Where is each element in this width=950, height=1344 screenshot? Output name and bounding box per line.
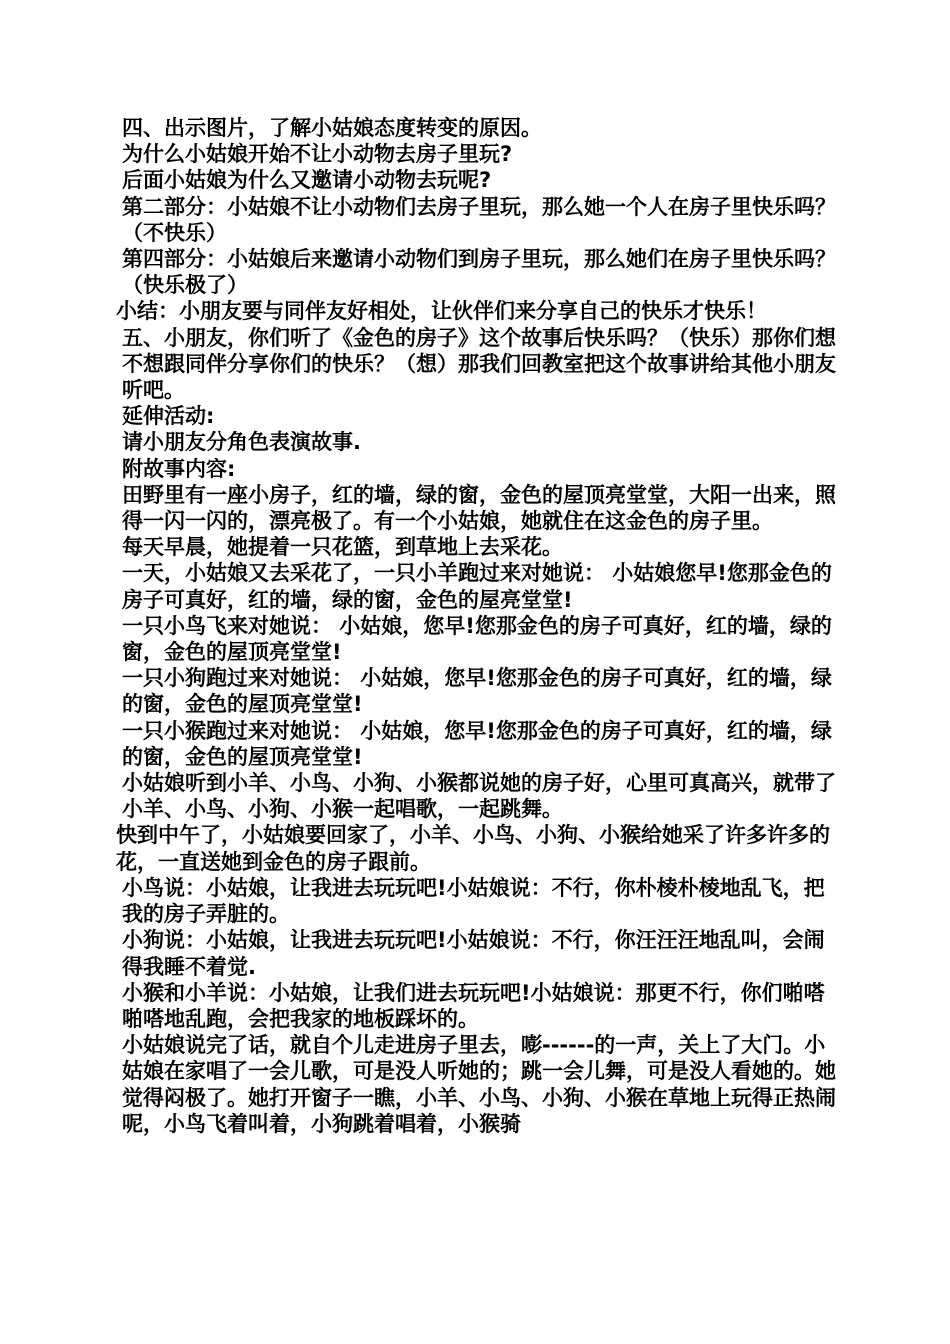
paragraph-19: 小鸟说：小姑娘，让我进去玩玩吧!小姑娘说：不行，你朴棱朴棱地乱飞，把我的房子弄脏的。 [122, 875, 825, 927]
paragraph-8: 延伸活动: [122, 404, 215, 429]
paragraph-1: 四、出示图片，了解小姑娘态度转变的原因。 [122, 116, 542, 140]
paragraph-13: 一天，小姑娘又去采花了，一只小羊跑过来对她说： 小姑娘您早!您那金色的房子可真好，红的墙，绿的窗，金色的屋亮堂堂! [122, 561, 832, 612]
paragraph-17: 小姑娘听到小羊、小鸟、小狗、小猴都说她的房子好，心里可真高兴，就带了小羊、小鸟、小狗、小猴一起唱歌，一起跳舞。 [122, 771, 836, 822]
paragraph-5: 第四部分：小姑娘后来邀请小动物们到房子里玩，那么她们在房子里快乐吗？（快乐极了） [122, 247, 836, 298]
paragraph-2: 为什么小姑娘开始不让小动物去房子里玩? [122, 142, 513, 167]
paragraph-16: 一只小猴跑过来对她说： 小姑娘，您早!您那金色的房子可真好，红的墙，绿的窗，金色的屋顶亮堂堂! [122, 718, 832, 769]
paragraph-15: 一只小狗跑过来对她说： 小姑娘，您早!您那金色的房子可真好，红的墙，绿的窗，金色的屋顶亮堂堂! [122, 666, 832, 717]
paragraph-21: 小猴和小羊说：小姑娘，让我们进去玩玩吧!小姑娘说：那更不行，你们啪嗒啪嗒地乱跑，会把我家的地板踩坏的。 [122, 980, 825, 1031]
paragraph-4: 第二部分：小姑娘不让小动物们去房子里玩，那么她一个人在房子里快乐吗？（不快乐） [122, 194, 836, 245]
paragraph-22: 小姑娘说完了话，就自个儿走进房子里去，嘭------的一声，关上了大门。小姑娘在家唱了一会儿歌，可是没人听她的；跳一会儿舞，可是没人看她的。她觉得闷极了。她打开窗子一瞧，小羊、小鸟、小狗、小猴在草地上玩得正热闹呢，小鸟飞着叫着，小狗跳着唱着，小猴骑 [122, 1033, 836, 1136]
paragraph-11: 田野里有一座小房子，红的墙，绿的窗，金色的屋顶亮堂堂，大阳一出来，照得一闪一闪的，漂亮极了。有一个小姑娘，她就住在这金色的房子里。 [122, 482, 836, 534]
document-page [116, 115, 841, 1137]
paragraph-18: 快到中午了，小姑娘要回家了，小羊、小鸟、小狗、小猴给她采了许多许多的花，一直送她到金色的房子跟前。 [116, 823, 830, 874]
paragraph-12: 每天早晨，她提着一只花篮，到草地上去采花。 [122, 535, 563, 560]
paragraph-7: 五、小朋友，你们听了《金色的房子》这个故事后快乐吗？（快乐）那你们想不想跟同伴分享你们的快乐？（想）那我们回教室把这个故事讲给其他小朋友听吧。 [122, 325, 836, 403]
paragraph-10: 附故事内容: [122, 456, 236, 481]
paragraph-20: 小狗说：小姑娘，让我进去玩玩吧!小姑娘说：不行，你汪汪汪地乱叫，会闹得我睡不着觉. [122, 928, 825, 979]
paragraph-6: 小结：小朋友要与同伴友好相处，让伙伴们来分享自己的快乐才快乐！ [116, 299, 767, 324]
paragraph-3: 后面小姑娘为什么又邀请小动物去玩呢? [122, 168, 492, 193]
paragraph-9: 请小朋友分角色表演故事. [122, 430, 361, 455]
paragraph-14: 一只小鸟飞来对她说： 小姑娘，您早!您那金色的房子可真好，红的墙，绿的窗，金色的屋顶亮堂堂! [122, 613, 832, 665]
